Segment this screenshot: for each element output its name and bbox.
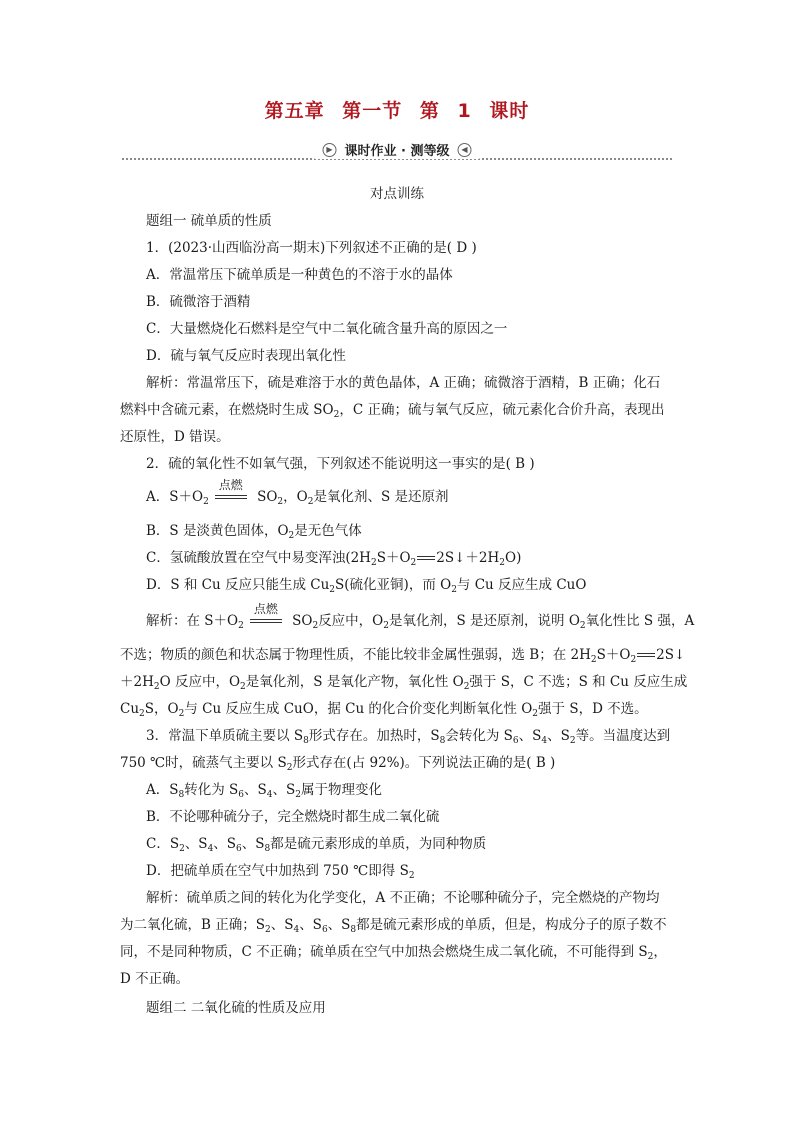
- explanation-line: $+2H_2O$ 反应中，$O_2$是氧化剂，S 是氧化产物，氧化性 $O_2$强于 S，C 不选；S 和 Cu 反应生成: [120, 674, 688, 692]
- group-heading: 题组一 硫单质的性质: [146, 213, 272, 229]
- play-left-icon: ◀: [458, 143, 472, 157]
- play-right-icon: ▶: [323, 143, 337, 157]
- explanation-line: 解析：硫单质之间的转化为化学变化，A 不正确；不论哪种硫分子，完全燃烧的产物均: [146, 890, 660, 906]
- explanation-line: 解析：常温常压下，硫是难溶于水的黄色晶体，A 正确；硫微溶于酒精，B 正确；化石: [146, 375, 661, 391]
- option-a: A．常温常压下硫单质是一种黄色的不溶于水的晶体: [146, 267, 453, 283]
- section-banner: [122, 140, 672, 160]
- reaction-condition: 点燃: [215, 489, 247, 507]
- explanation-line: 解析：在 $S+O_2$ 点燃 $SO_2$反应中，$O_2$是氧化剂，S 是还原剂，说明 $O_2$氧化性比 S 强，A: [146, 601, 695, 631]
- option-d: D．把硫单质在空气中加热到 750 ℃即得 $S_2$: [146, 863, 415, 881]
- equals-sign: [417, 555, 435, 563]
- banner-text: 课时作业 · 测等级: [344, 144, 450, 159]
- option-a: A．$S_8$转化为 $S_6$、$S_4$、$S_2$属于物理变化: [146, 782, 382, 800]
- question-stem: 2．硫的氧化性不如氧气强，下列叙述不能说明这一事实的是( B ): [146, 456, 535, 472]
- explanation-line: 不选；物质的颜色和状态属于物理性质，不能比较非金属性强弱，选 B；在 $2H_2S+O_2$ 2S↓: [120, 647, 686, 665]
- section-heading: 对点训练: [370, 186, 424, 202]
- option-b: B．S 是淡黄色固体，$O_2$是无色气体: [146, 523, 362, 541]
- group-heading: 题组二 二氧化硫的性质及应用: [146, 1000, 326, 1016]
- explanation-line: 同，不是同种物质，C 不正确；硫单质在空气中加热会燃烧生成二氧化硫，不可能得到 $S_2$，: [120, 944, 667, 962]
- explanation-line: 燃料中含硫元素，在燃烧时生成 $SO_2$，C 正确；硫与氧气反应，硫元素化合价升高，表现出: [120, 402, 665, 420]
- banner-label: [315, 140, 480, 159]
- explanation-line: $Cu_2S$，$O_2$与 Cu 反应生成 CuO，据 Cu 的化合价变化判断氧化性 $O_2$强于 S，D 不选。: [120, 701, 648, 719]
- option-d: D．硫与氧气反应时表现出氧化性: [146, 348, 346, 364]
- option-c: C．大量燃烧化石燃料是空气中二氧化硫含量升高的原因之一: [146, 321, 508, 337]
- explanation-line: D 不正确。: [120, 971, 190, 987]
- explanation-line: 还原性，D 错误。: [120, 429, 230, 445]
- option-d: D．S 和 Cu 反应只能生成 $Cu_2S$(硫化亚铜)，而 $O_2$与 Cu 反应生成 CuO: [146, 577, 587, 595]
- question-stem: 3．常温下单质硫主要以 $S_8$形式存在。加热时，$S_8$会转化为 $S_6$、$S_4$、$S_2$等。当温度达到: [146, 728, 671, 746]
- option-b: B．硫微溶于酒精: [146, 294, 251, 310]
- equals-sign: [637, 652, 655, 660]
- option-c: C．氢硫酸放置在空气中易变浑浊($2H_2S+O_2$ $2S↓+2H_2O$): [146, 550, 522, 568]
- option-b: B．不论哪种硫分子，完全燃烧时都生成二氧化硫: [146, 809, 440, 825]
- reaction-condition: 点燃: [250, 613, 282, 631]
- question-stem: 750 ℃时，硫蒸气主要以 $S_2$形式存在(占 92%)。下列说法正确的是( B ): [120, 755, 556, 773]
- option-c: C．$S_2$、$S_4$、$S_6$、$S_8$都是硫元素形成的单质，为同种物质: [146, 836, 487, 854]
- question-stem: 1．(2023·山西临汾高一期末)下列叙述不正确的是( D ): [146, 240, 477, 256]
- page-title: 第五章 第一节 第 1 课时: [264, 100, 530, 122]
- option-a: A．$S+O_2$ 点燃 $SO_2$，$O_2$是氧化剂、S 是还原剂: [146, 477, 449, 507]
- explanation-line: 为二氧化硫，B 正确；$S_2$、$S_4$、$S_6$、$S_8$都是硫元素形成的单质，但是，构成分子的原子数不: [120, 917, 667, 935]
